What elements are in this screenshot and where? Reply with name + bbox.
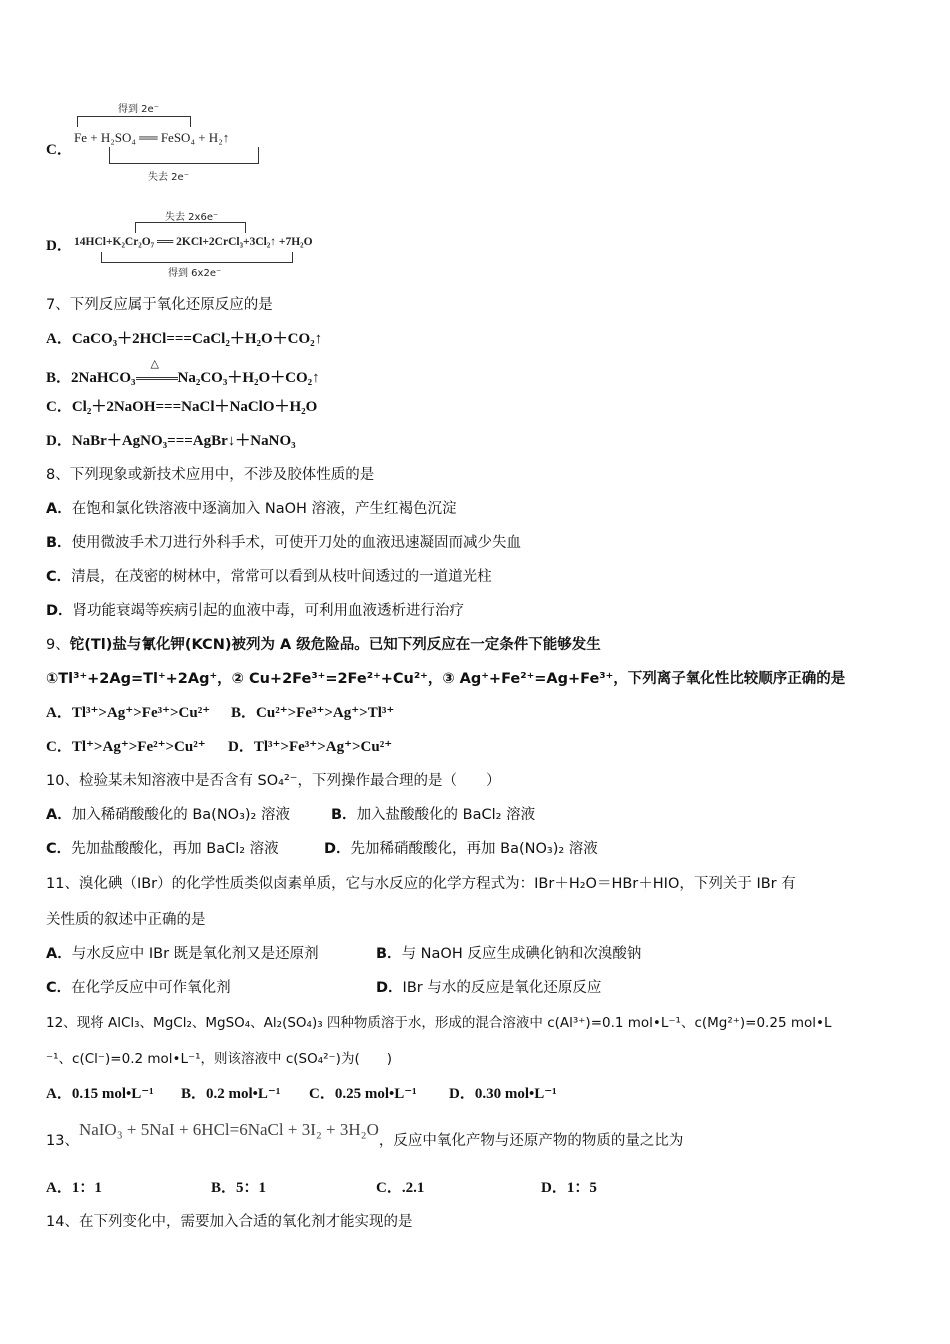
q6d-equation: 14HCl+K₂Cr₂O₇ ══ 2KCl+2CrCl₃+3Cl₂↑ +7H₂O <box>74 236 313 248</box>
q11-options-cd: C．在化学反应中可作氧化剂 D．IBr 与水的反应是氧化还原反应 <box>46 980 602 996</box>
q8-option-b: B．使用微波手术刀进行外科手术，可使开刀处的血液迅速凝固而减少失血 <box>46 535 522 551</box>
q11-options-ab: A．与水反应中 IBr 既是氧化剂又是还原剂 B．与 NaOH 反应生成碘化钠和次溴酸钠 <box>46 946 642 962</box>
q6c-bottom-annotation: 失去 2e⁻ <box>148 172 189 183</box>
question-13: 13、NaIO₃ + 5NaI + 6HCl=6NaCl + 3I₂ + 3H₂O，反应中氧化产物与还原产物的物质的量之比为 <box>46 1120 684 1149</box>
q9-reactions: ①Tl³⁺+2Ag=Tl⁺+2Ag⁺，② Cu+2Fe³⁺=2Fe²⁺+Cu²⁺，③ Ag⁺+Fe²⁺=Ag+Fe³⁺，下列离子氧化性比较顺序正确的是 <box>46 671 846 687</box>
q13-options: A．1：1 B．5：1 C．.2.1 D．1：5 <box>46 1180 597 1196</box>
question-12-cont: ⁻¹、c(Cl⁻)=0.2 mol•L⁻¹，则该溶液中 c(SO₄²⁻)为( ) <box>46 1051 392 1067</box>
question-stem: 下列反应属于氧化还原反应的是 <box>69 297 273 313</box>
q6c-top-bracket <box>77 116 191 127</box>
q10-options-ab: A．加入稀硝酸酸化的 Ba(NO₃)₂ 溶液 B．加入盐酸酸化的 BaCl₂ 溶液 <box>46 807 536 823</box>
q7-option-b: B．2NaHCO₃ △ Na₂CO₃＋H₂O＋CO₂↑ <box>46 363 320 388</box>
question-12: 12、现将 AlCl₃、MgCl₂、MgSO₄、Al₂(SO₄)₃ 四种物质溶于水，形成的混合溶液中 c(Al³⁺)=0.1 mol•L⁻¹、c(Mg²⁺)=0.25 mol•L <box>46 1015 832 1031</box>
question-11-cont: 关性质的叙述中正确的是 <box>46 912 206 928</box>
q6c-bottom-bracket <box>109 147 259 164</box>
q6c-equation: Fe + H₂SO₄ ══ FeSO₄ + H₂↑ <box>74 130 230 145</box>
q7-option-d: D．NaBr＋AgNO₃===AgBr↓＋NaNO₃ <box>46 433 296 449</box>
q6-option-d-label: D． <box>46 238 72 254</box>
q6d-bottom-bracket <box>101 252 293 263</box>
question-7 <box>46 295 273 315</box>
q6d-top-bracket <box>135 222 246 233</box>
question-number: 7、 <box>46 297 70 313</box>
q6d-bottom-annotation: 得到 6x2e⁻ <box>168 268 222 279</box>
q8-option-d: D．肾功能衰竭等疾病引起的血液中毒，可利用血液透析进行治疗 <box>46 603 465 619</box>
question-10: 10、检验某未知溶液中是否含有 SO₄²⁻，下列操作最合理的是（ ） <box>46 773 501 789</box>
heat-triangle-icon: △ <box>150 358 159 370</box>
q13-equation-image: NaIO₃ + 5NaI + 6HCl=6NaCl + 3I₂ + 3H₂O <box>78 1120 379 1139</box>
q9-options-ab: A．Tl³⁺>Ag⁺>Fe³⁺>Cu²⁺ B．Cu²⁺>Fe³⁺>Ag⁺>Tl³⁺ <box>46 705 395 721</box>
question-14: 14、在下列变化中，需要加入合适的氧化剂才能实现的是 <box>46 1214 413 1230</box>
q6c-top-annotation: 得到 2e⁻ <box>118 104 159 115</box>
q12-options: A．0.15 mol•L⁻¹ B．0.2 mol•L⁻¹ C．0.25 mol•L⁻¹ D．0.30 mol•L⁻¹ <box>46 1086 557 1102</box>
heating-condition-equals <box>136 358 178 380</box>
q6-option-c-label: C． <box>46 142 72 158</box>
question-9: 9、铊(Tl)盐与氰化钾(KCN)被列为 A 级危险品。已知下列反应在一定条件下能够发生 <box>46 637 601 653</box>
question-8: 8、下列现象或新技术应用中，不涉及胶体性质的是 <box>46 467 375 483</box>
q8-option-c: C．清晨，在茂密的树林中，常常可以看到从枝叶间透过的一道道光柱 <box>46 569 492 585</box>
q6d-top-annotation: 失去 2x6e⁻ <box>165 212 219 223</box>
q10-options-cd: C．先加盐酸酸化，再加 BaCl₂ 溶液 D．先加稀硝酸酸化，再加 Ba(NO₃)₂ 溶液 <box>46 841 598 857</box>
question-11: 11、溴化碘（IBr）的化学性质类似卤素单质，它与水反应的化学方程式为：IBr＋H₂O＝HBr＋HIO，下列关于 IBr 有 <box>46 876 796 892</box>
q7-option-c: C．Cl₂＋2NaOH===NaCl＋NaClO＋H₂O <box>46 399 318 415</box>
q8-option-a: A．在饱和氯化铁溶液中逐滴加入 NaOH 溶液，产生红褐色沉淀 <box>46 501 457 517</box>
q9-options-cd: C．Tl⁺>Ag⁺>Fe²⁺>Cu²⁺ D．Tl³⁺>Fe³⁺>Ag⁺>Cu²⁺ <box>46 739 393 755</box>
q7-option-a: A．CaCO₃＋2HCl===CaCl₂＋H₂O＋CO₂↑ <box>46 331 323 347</box>
